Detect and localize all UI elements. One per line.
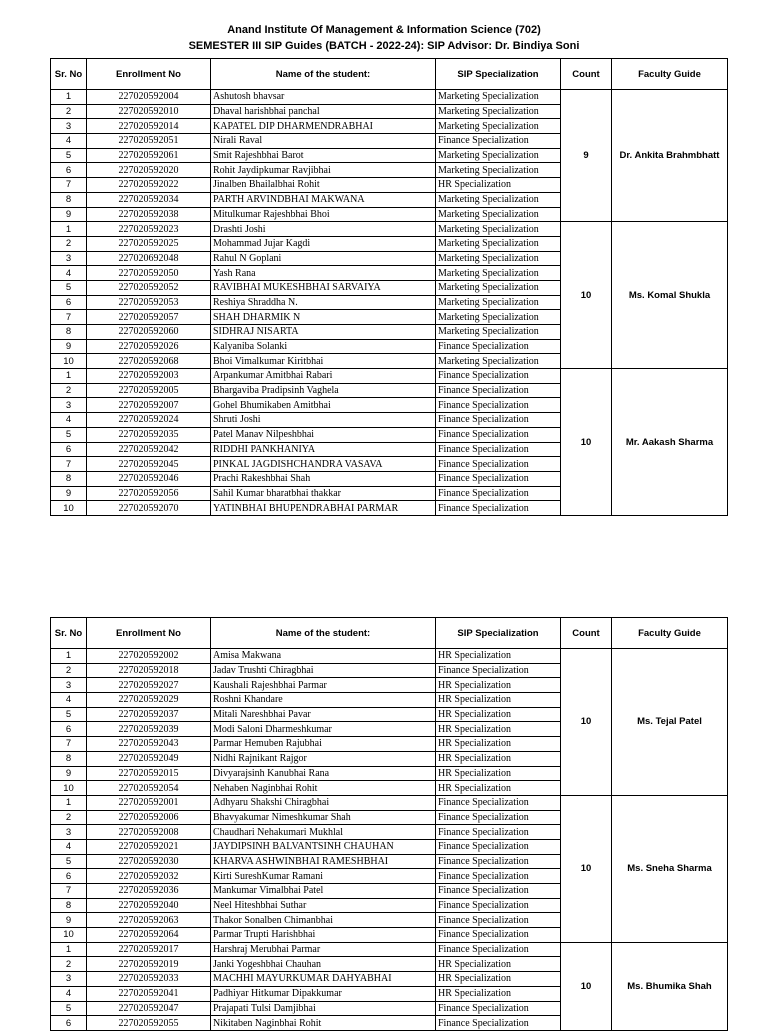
specialization-cell: Marketing Specialization bbox=[436, 148, 561, 163]
specialization-cell: Marketing Specialization bbox=[436, 251, 561, 266]
enrollment-cell: 227020592049 bbox=[87, 751, 211, 766]
student-name-cell: Kalyaniba Solanki bbox=[211, 339, 436, 354]
col-faculty-guide: Faculty Guide bbox=[612, 59, 728, 90]
sr-no-cell: 7 bbox=[51, 884, 87, 899]
table-row bbox=[51, 942, 728, 957]
group-count-cell: 10 bbox=[561, 222, 612, 369]
faculty-guide-cell: Ms. Tejal Patel bbox=[612, 649, 728, 796]
sr-no-cell: 7 bbox=[51, 178, 87, 193]
sr-no-cell: 7 bbox=[51, 310, 87, 325]
student-name-cell: Parmar Hemuben Rajubhai bbox=[211, 737, 436, 752]
col-sip-specialization: SIP Specialization bbox=[436, 59, 561, 90]
specialization-cell: Finance Specialization bbox=[436, 1016, 561, 1031]
specialization-cell: Marketing Specialization bbox=[436, 207, 561, 222]
enrollment-cell: 227020592027 bbox=[87, 678, 211, 693]
student-name-cell: PINKAL JAGDISHCHANDRA VASAVA bbox=[211, 457, 436, 472]
student-name-cell: Jadav Trushti Chiragbhai bbox=[211, 663, 436, 678]
sr-no-cell: 8 bbox=[51, 325, 87, 340]
specialization-cell: Finance Specialization bbox=[436, 810, 561, 825]
student-name-cell: Kirti SureshKumar Ramani bbox=[211, 869, 436, 884]
specialization-cell: Marketing Specialization bbox=[436, 163, 561, 178]
enrollment-cell: 227020592002 bbox=[87, 649, 211, 664]
enrollment-cell: 227020592061 bbox=[87, 148, 211, 163]
enrollment-cell: 227020592038 bbox=[87, 207, 211, 222]
enrollment-cell: 227020592068 bbox=[87, 354, 211, 369]
specialization-cell: HR Specialization bbox=[436, 986, 561, 1001]
student-name-cell: Parmar Trupti Harishbhai bbox=[211, 928, 436, 943]
sr-no-cell: 2 bbox=[51, 957, 87, 972]
col-enrollment-no: Enrollment No bbox=[87, 59, 211, 90]
sr-no-cell: 4 bbox=[51, 693, 87, 708]
sr-no-cell: 3 bbox=[51, 972, 87, 987]
enrollment-cell: 227020592019 bbox=[87, 957, 211, 972]
specialization-cell: Finance Specialization bbox=[436, 869, 561, 884]
specialization-cell: HR Specialization bbox=[436, 707, 561, 722]
sr-no-cell: 6 bbox=[51, 1016, 87, 1031]
sr-no-cell: 9 bbox=[51, 766, 87, 781]
enrollment-cell: 227020592054 bbox=[87, 781, 211, 796]
sr-no-cell: 10 bbox=[51, 928, 87, 943]
sr-no-cell: 8 bbox=[51, 751, 87, 766]
guide-table-1 bbox=[50, 58, 728, 516]
student-name-cell: Janki Yogeshbhai Chauhan bbox=[211, 957, 436, 972]
specialization-cell: HR Specialization bbox=[436, 649, 561, 664]
specialization-cell: Finance Specialization bbox=[436, 383, 561, 398]
col-faculty-guide: Faculty Guide bbox=[612, 618, 728, 649]
sr-no-cell: 6 bbox=[51, 163, 87, 178]
sr-no-cell: 5 bbox=[51, 148, 87, 163]
sr-no-cell: 3 bbox=[51, 251, 87, 266]
enrollment-cell: 227020592007 bbox=[87, 398, 211, 413]
student-name-cell: Mitulkumar Rajeshbhai Bhoi bbox=[211, 207, 436, 222]
student-name-cell: Bhargaviba Pradipsinh Vaghela bbox=[211, 383, 436, 398]
student-name-cell: Adhyaru Shakshi Chiragbhai bbox=[211, 795, 436, 810]
enrollment-cell: 227020592050 bbox=[87, 266, 211, 281]
specialization-cell: Finance Specialization bbox=[436, 884, 561, 899]
sr-no-cell: 5 bbox=[51, 854, 87, 869]
specialization-cell: HR Specialization bbox=[436, 972, 561, 987]
student-name-cell: Harshraj Merubhai Parmar bbox=[211, 942, 436, 957]
enrollment-cell: 227020592034 bbox=[87, 192, 211, 207]
student-name-cell: Roshni Khandare bbox=[211, 693, 436, 708]
enrollment-cell: 227020592045 bbox=[87, 457, 211, 472]
student-name-cell: Sahil Kumar bharatbhai thakkar bbox=[211, 486, 436, 501]
batch-subtitle: SEMESTER III SIP Guides (BATCH - 2022-24): SIP Advisor: Dr. Bindiya Soni bbox=[188, 40, 580, 52]
col-student-name: Name of the student: bbox=[211, 618, 436, 649]
faculty-guide-cell: Ms. Komal Shukla bbox=[612, 222, 728, 369]
enrollment-cell: 227020592063 bbox=[87, 913, 211, 928]
specialization-cell: HR Specialization bbox=[436, 751, 561, 766]
student-name-cell: RIDDHI PANKHANIYA bbox=[211, 442, 436, 457]
enrollment-cell: 227020592015 bbox=[87, 766, 211, 781]
col-count: Count bbox=[561, 618, 612, 649]
sr-no-cell: 4 bbox=[51, 986, 87, 1001]
sr-no-cell: 5 bbox=[51, 1001, 87, 1016]
specialization-cell: HR Specialization bbox=[436, 693, 561, 708]
sr-no-cell: 3 bbox=[51, 398, 87, 413]
table-row bbox=[51, 369, 728, 384]
table-body bbox=[51, 90, 728, 516]
sr-no-cell: 5 bbox=[51, 707, 87, 722]
enrollment-cell: 227020592055 bbox=[87, 1016, 211, 1031]
specialization-cell: Finance Specialization bbox=[436, 795, 561, 810]
enrollment-cell: 227020592043 bbox=[87, 737, 211, 752]
enrollment-cell: 227020592056 bbox=[87, 486, 211, 501]
col-sip-specialization: SIP Specialization bbox=[436, 618, 561, 649]
specialization-cell: Finance Specialization bbox=[436, 825, 561, 840]
enrollment-cell: 227020592041 bbox=[87, 986, 211, 1001]
sr-no-cell: 5 bbox=[51, 427, 87, 442]
table-body bbox=[51, 649, 728, 1031]
enrollment-cell: 227020592004 bbox=[87, 90, 211, 105]
student-name-cell: KHARVA ASHWINBHAI RAMESHBHAI bbox=[211, 854, 436, 869]
sr-no-cell: 2 bbox=[51, 104, 87, 119]
sr-no-cell: 6 bbox=[51, 295, 87, 310]
specialization-cell: Finance Specialization bbox=[436, 442, 561, 457]
sr-no-cell: 2 bbox=[51, 383, 87, 398]
student-name-cell: Jinalben Bhailalbhai Rohit bbox=[211, 178, 436, 193]
sr-no-cell: 1 bbox=[51, 90, 87, 105]
sr-no-cell: 8 bbox=[51, 192, 87, 207]
student-name-cell: Amisa Makwana bbox=[211, 649, 436, 664]
faculty-guide-cell: Mr. Aakash Sharma bbox=[612, 369, 728, 516]
specialization-cell: Finance Specialization bbox=[436, 928, 561, 943]
enrollment-cell: 227020592029 bbox=[87, 693, 211, 708]
table-row bbox=[51, 222, 728, 237]
sr-no-cell: 10 bbox=[51, 781, 87, 796]
specialization-cell: Marketing Specialization bbox=[436, 119, 561, 134]
sr-no-cell: 2 bbox=[51, 236, 87, 251]
enrollment-cell: 227020592037 bbox=[87, 707, 211, 722]
enrollment-cell: 227020592032 bbox=[87, 869, 211, 884]
sr-no-cell: 1 bbox=[51, 649, 87, 664]
student-name-cell: Rohit Jaydipkumar Ravjibhai bbox=[211, 163, 436, 178]
specialization-cell: Finance Specialization bbox=[436, 854, 561, 869]
specialization-cell: Marketing Specialization bbox=[436, 192, 561, 207]
student-name-cell: Reshiya Shraddha N. bbox=[211, 295, 436, 310]
student-name-cell: Rahul N Goplani bbox=[211, 251, 436, 266]
sr-no-cell: 10 bbox=[51, 354, 87, 369]
sr-no-cell: 9 bbox=[51, 339, 87, 354]
specialization-cell: Finance Specialization bbox=[436, 398, 561, 413]
faculty-guide-cell: Ms. Sneha Sharma bbox=[612, 795, 728, 942]
student-name-cell: Arpankumar Amitbhai Rabari bbox=[211, 369, 436, 384]
student-name-cell: Padhiyar Hitkumar Dipakkumar bbox=[211, 986, 436, 1001]
enrollment-cell: 227020592035 bbox=[87, 427, 211, 442]
specialization-cell: Marketing Specialization bbox=[436, 266, 561, 281]
faculty-guide-cell: Dr. Ankita Brahmbhatt bbox=[612, 90, 728, 222]
specialization-cell: Finance Specialization bbox=[436, 663, 561, 678]
enrollment-cell: 227020592014 bbox=[87, 119, 211, 134]
student-name-cell: Nikitaben Naginbhai Rohit bbox=[211, 1016, 436, 1031]
specialization-cell: Marketing Specialization bbox=[436, 354, 561, 369]
specialization-cell: Finance Specialization bbox=[436, 898, 561, 913]
faculty-guide-cell: Ms. Bhumika Shah bbox=[612, 942, 728, 1030]
enrollment-cell: 227020592070 bbox=[87, 501, 211, 516]
student-name-cell: Dhaval harishbhai panchal bbox=[211, 104, 436, 119]
enrollment-cell: 227020592026 bbox=[87, 339, 211, 354]
student-name-cell: Gohel Bhumikaben Amitbhai bbox=[211, 398, 436, 413]
enrollment-cell: 227020592008 bbox=[87, 825, 211, 840]
student-name-cell: MACHHI MAYURKUMAR DAHYABHAI bbox=[211, 972, 436, 987]
sr-no-cell: 6 bbox=[51, 869, 87, 884]
sr-no-cell: 4 bbox=[51, 266, 87, 281]
col-sr-no: Sr. No bbox=[51, 618, 87, 649]
col-student-name: Name of the student: bbox=[211, 59, 436, 90]
enrollment-cell: 227020592020 bbox=[87, 163, 211, 178]
specialization-cell: Finance Specialization bbox=[436, 486, 561, 501]
sr-no-cell: 9 bbox=[51, 913, 87, 928]
group-count-cell: 10 bbox=[561, 942, 612, 1030]
enrollment-cell: 227020592036 bbox=[87, 884, 211, 899]
specialization-cell: Marketing Specialization bbox=[436, 280, 561, 295]
specialization-cell: Finance Specialization bbox=[436, 134, 561, 149]
specialization-cell: HR Specialization bbox=[436, 766, 561, 781]
sr-no-cell: 4 bbox=[51, 413, 87, 428]
header-row bbox=[51, 59, 728, 90]
enrollment-cell: 227020592001 bbox=[87, 795, 211, 810]
enrollment-cell: 227020592046 bbox=[87, 471, 211, 486]
enrollment-cell: 227020592039 bbox=[87, 722, 211, 737]
enrollment-cell: 227020592017 bbox=[87, 942, 211, 957]
sr-no-cell: 10 bbox=[51, 501, 87, 516]
group-count-cell: 9 bbox=[561, 90, 612, 222]
table-row bbox=[51, 649, 728, 664]
student-name-cell: Bhoi Vimalkumar Kiritbhai bbox=[211, 354, 436, 369]
enrollment-cell: 227020592005 bbox=[87, 383, 211, 398]
specialization-cell: Finance Specialization bbox=[436, 913, 561, 928]
student-name-cell: Modi Saloni Dharmeshkumar bbox=[211, 722, 436, 737]
specialization-cell: HR Specialization bbox=[436, 957, 561, 972]
sr-no-cell: 5 bbox=[51, 280, 87, 295]
specialization-cell: HR Specialization bbox=[436, 737, 561, 752]
specialization-cell: HR Specialization bbox=[436, 722, 561, 737]
group-count-cell: 10 bbox=[561, 649, 612, 796]
sr-no-cell: 8 bbox=[51, 471, 87, 486]
specialization-cell: Finance Specialization bbox=[436, 839, 561, 854]
sr-no-cell: 7 bbox=[51, 457, 87, 472]
sr-no-cell: 6 bbox=[51, 442, 87, 457]
specialization-cell: HR Specialization bbox=[436, 678, 561, 693]
sr-no-cell: 6 bbox=[51, 722, 87, 737]
sr-no-cell: 3 bbox=[51, 678, 87, 693]
specialization-cell: Finance Specialization bbox=[436, 1001, 561, 1016]
sr-no-cell: 9 bbox=[51, 486, 87, 501]
enrollment-cell: 227020592030 bbox=[87, 854, 211, 869]
sr-no-cell: 1 bbox=[51, 942, 87, 957]
student-name-cell: Neel Hiteshbhai Suthar bbox=[211, 898, 436, 913]
student-name-cell: SIDHRAJ NISARTA bbox=[211, 325, 436, 340]
sr-no-cell: 8 bbox=[51, 898, 87, 913]
col-sr-no: Sr. No bbox=[51, 59, 87, 90]
sr-no-cell: 3 bbox=[51, 119, 87, 134]
table-row bbox=[51, 90, 728, 105]
specialization-cell: HR Specialization bbox=[436, 178, 561, 193]
header-row bbox=[51, 618, 728, 649]
student-name-cell: Patel Manav Nilpeshbhai bbox=[211, 427, 436, 442]
enrollment-cell: 227020592010 bbox=[87, 104, 211, 119]
enrollment-cell: 227020592040 bbox=[87, 898, 211, 913]
institute-title: Anand Institute Of Management & Information Science (702) bbox=[227, 24, 541, 36]
student-name-cell: RAVIBHAI MUKESHBHAI SARVAIYA bbox=[211, 280, 436, 295]
student-name-cell: Yash Rana bbox=[211, 266, 436, 281]
sr-no-cell: 9 bbox=[51, 207, 87, 222]
student-name-cell: Drashti Joshi bbox=[211, 222, 436, 237]
specialization-cell: Marketing Specialization bbox=[436, 310, 561, 325]
col-enrollment-no: Enrollment No bbox=[87, 618, 211, 649]
sr-no-cell: 2 bbox=[51, 663, 87, 678]
student-name-cell: Kaushali Rajeshbhai Parmar bbox=[211, 678, 436, 693]
enrollment-cell: 227020592006 bbox=[87, 810, 211, 825]
group-count-cell: 10 bbox=[561, 795, 612, 942]
student-name-cell: JAYDIPSINH BALVANTSINH CHAUHAN bbox=[211, 839, 436, 854]
guide-table-2 bbox=[50, 617, 728, 1031]
enrollment-cell: 227020692048 bbox=[87, 251, 211, 266]
student-name-cell: SHAH DHARMIK N bbox=[211, 310, 436, 325]
specialization-cell: Marketing Specialization bbox=[436, 325, 561, 340]
enrollment-cell: 227020592021 bbox=[87, 839, 211, 854]
student-name-cell: PARTH ARVINDBHAI MAKWANA bbox=[211, 192, 436, 207]
table-row bbox=[51, 795, 728, 810]
col-count: Count bbox=[561, 59, 612, 90]
enrollment-cell: 227020592033 bbox=[87, 972, 211, 987]
student-name-cell: Shruti Joshi bbox=[211, 413, 436, 428]
specialization-cell: Marketing Specialization bbox=[436, 104, 561, 119]
student-name-cell: Prachi Rakeshbhai Shah bbox=[211, 471, 436, 486]
specialization-cell: Finance Specialization bbox=[436, 339, 561, 354]
student-name-cell: Chaudhari Nehakumari Mukhlal bbox=[211, 825, 436, 840]
specialization-cell: Finance Specialization bbox=[436, 501, 561, 516]
student-name-cell: Nehaben Naginbhai Rohit bbox=[211, 781, 436, 796]
student-name-cell: Smit Rajeshbhai Barot bbox=[211, 148, 436, 163]
sr-no-cell: 4 bbox=[51, 134, 87, 149]
enrollment-cell: 227020592023 bbox=[87, 222, 211, 237]
specialization-cell: Finance Specialization bbox=[436, 413, 561, 428]
student-name-cell: Ashutosh bhavsar bbox=[211, 90, 436, 105]
student-name-cell: Mohammad Jujar Kagdi bbox=[211, 236, 436, 251]
student-name-cell: Divyarajsinh Kanubhai Rana bbox=[211, 766, 436, 781]
sr-no-cell: 3 bbox=[51, 825, 87, 840]
enrollment-cell: 227020592022 bbox=[87, 178, 211, 193]
specialization-cell: Finance Specialization bbox=[436, 942, 561, 957]
enrollment-cell: 227020592057 bbox=[87, 310, 211, 325]
student-name-cell: Thakor Sonalben Chimanbhai bbox=[211, 913, 436, 928]
enrollment-cell: 227020592051 bbox=[87, 134, 211, 149]
student-name-cell: Bhavyakumar Nimeshkumar Shah bbox=[211, 810, 436, 825]
sr-no-cell: 2 bbox=[51, 810, 87, 825]
student-name-cell: Nirali Raval bbox=[211, 134, 436, 149]
enrollment-cell: 227020592052 bbox=[87, 280, 211, 295]
specialization-cell: Marketing Specialization bbox=[436, 236, 561, 251]
sr-no-cell: 4 bbox=[51, 839, 87, 854]
enrollment-cell: 227020592003 bbox=[87, 369, 211, 384]
enrollment-cell: 227020592053 bbox=[87, 295, 211, 310]
specialization-cell: Finance Specialization bbox=[436, 457, 561, 472]
document-header bbox=[0, 22, 768, 54]
sr-no-cell: 1 bbox=[51, 369, 87, 384]
specialization-cell: Finance Specialization bbox=[436, 471, 561, 486]
specialization-cell: Marketing Specialization bbox=[436, 90, 561, 105]
enrollment-cell: 227020592042 bbox=[87, 442, 211, 457]
enrollment-cell: 227020592047 bbox=[87, 1001, 211, 1016]
student-name-cell: YATINBHAI BHUPENDRABHAI PARMAR bbox=[211, 501, 436, 516]
enrollment-cell: 227020592024 bbox=[87, 413, 211, 428]
specialization-cell: Marketing Specialization bbox=[436, 295, 561, 310]
student-name-cell: Prajapati Tulsi Damjibhai bbox=[211, 1001, 436, 1016]
student-name-cell: Mankumar Vimalbhai Patel bbox=[211, 884, 436, 899]
enrollment-cell: 227020592060 bbox=[87, 325, 211, 340]
specialization-cell: Marketing Specialization bbox=[436, 222, 561, 237]
sr-no-cell: 7 bbox=[51, 737, 87, 752]
sr-no-cell: 1 bbox=[51, 795, 87, 810]
specialization-cell: HR Specialization bbox=[436, 781, 561, 796]
sr-no-cell: 1 bbox=[51, 222, 87, 237]
student-name-cell: Mitali Nareshbhai Pavar bbox=[211, 707, 436, 722]
student-name-cell: KAPATEL DIP DHARMENDRABHAI bbox=[211, 119, 436, 134]
enrollment-cell: 227020592064 bbox=[87, 928, 211, 943]
specialization-cell: Finance Specialization bbox=[436, 427, 561, 442]
group-count-cell: 10 bbox=[561, 369, 612, 516]
specialization-cell: Finance Specialization bbox=[436, 369, 561, 384]
enrollment-cell: 227020592018 bbox=[87, 663, 211, 678]
student-name-cell: Nidhi Rajnikant Rajgor bbox=[211, 751, 436, 766]
enrollment-cell: 227020592025 bbox=[87, 236, 211, 251]
